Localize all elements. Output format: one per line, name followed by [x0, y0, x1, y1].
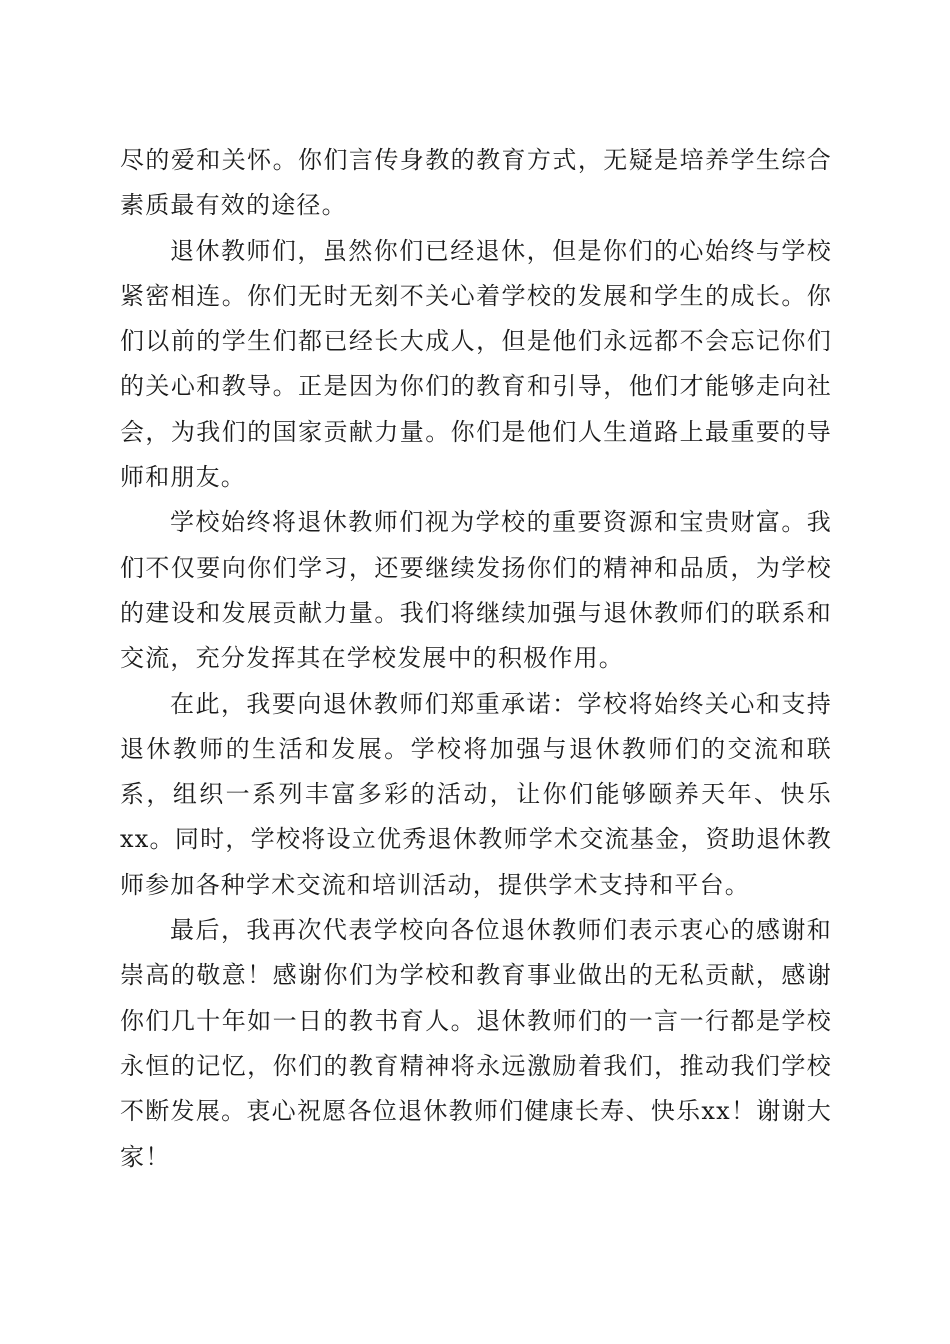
paragraph-continuation: 尽的爱和关怀。你们言传身教的教育方式，无疑是培养学生综合素质最有效的途径。	[120, 146, 832, 220]
document-body	[120, 138, 832, 1180]
paragraph-commitment: 在此，我要向退休教师们郑重承诺：学校将始终关心和支持退休教师的生活和发展。学校将加强与退休教师们的交流和联系，组织一系列丰富多彩的活动，让你们能够颐养天年、快乐xx。同时，学校将设立优秀退休教师学术交流基金，资助退休教师参加各种学术交流和培训活动，提供学术支持和平台。	[120, 689, 832, 899]
paragraph-closing: 最后，我再次代表学校向各位退休教师们表示衷心的感谢和崇高的敬意！感谢你们为学校和教育事业做出的无私贡献，感谢你们几十年如一日的教书育人。退休教师们的一言一行都是学校永恒的记忆，你们的教育精神将永远激励着我们，推动我们学校不断发展。衷心祝愿各位退休教师们健康长寿、快乐xx！谢谢大家！	[120, 916, 832, 1171]
paragraph-school-resources: 学校始终将退休教师们视为学校的重要资源和宝贵财富。我们不仅要向你们学习，还要继续发扬你们的精神和品质，为学校的建设和发展贡献力量。我们将继续加强与退休教师们的联系和交流，充分发挥其在学校发展中的积极作用。	[120, 508, 832, 673]
paragraph-retired-teachers: 退休教师们，虽然你们已经退休，但是你们的心始终与学校紧密相连。你们无时无刻不关心着学校的发展和学生的成长。你们以前的学生们都已经长大成人，但是他们永远都不会忘记你们的关心和教导。正是因为你们的教育和引导，他们才能够走向社会，为我们的国家贡献力量。你们是他们人生道路上最重要的导师和朋友。	[120, 236, 832, 492]
